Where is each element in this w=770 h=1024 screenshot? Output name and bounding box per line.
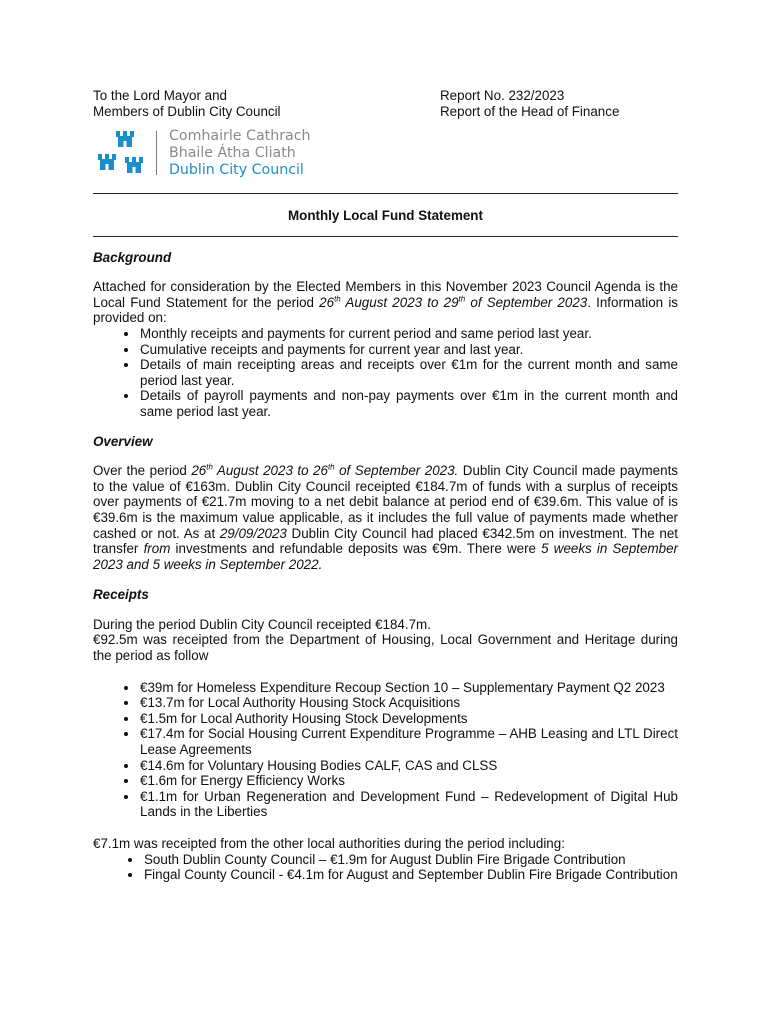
addressee-line-2: Members of Dublin City Council xyxy=(93,103,281,119)
overview-date2-suffix: th xyxy=(327,462,335,472)
local-authorities-intro: €7.1m was receipted from the other local authorities during the period including: xyxy=(93,836,565,851)
date-from-rest: August 2023 to 29 xyxy=(340,294,459,310)
overview-heading: Overview xyxy=(93,433,153,449)
list-item: • Details of main receipting areas and receipts over €1m for the current month and same period last year. xyxy=(139,357,678,388)
top-rule xyxy=(93,193,678,194)
weeks-note: 5 weeks in September 2023 and 5 weeks in September 2022. xyxy=(93,541,678,572)
addressee-line-1: To the Lord Mayor and xyxy=(93,88,227,103)
receipts-heading: Receipts xyxy=(93,587,149,603)
document-title: Monthly Local Fund Statement xyxy=(288,208,483,223)
intro-text: Attached for consideration by the Elected Members in this November 2023 Council Agenda is the Local Fund Statement for the period xyxy=(93,279,678,310)
investment-date: 29/09/2023 xyxy=(219,525,287,541)
overview-text: Dublin City Council had placed €342.5m on investment. The net transfer xyxy=(93,525,679,557)
report-number: Report No. 232/2023 xyxy=(440,88,565,103)
date-from-suffix: th xyxy=(334,294,341,304)
report-info xyxy=(440,88,619,119)
report-author: Report of the Head of Finance xyxy=(440,103,620,119)
list-item: • Details of payroll payments and non-pay payments over €1m in the current month and same period last year. xyxy=(139,388,678,419)
background-intro xyxy=(93,279,678,326)
overview-text: Over the period xyxy=(93,463,192,479)
letter-header xyxy=(93,88,678,122)
list-item: • Cumulative receipts and payments for current year and last year. xyxy=(139,342,678,358)
council-name-irish-1: Comhairle Cathrach xyxy=(169,128,311,144)
list-item: • €13.7m for Local Authority Housing Stock Acquisitions xyxy=(139,695,678,711)
list-item: • €1.5m for Local Authority Housing Stock Developments xyxy=(139,711,678,727)
overview-date1-day: 26 xyxy=(191,463,207,479)
council-name-block xyxy=(169,128,311,179)
date-to-rest: of September 2023 xyxy=(465,294,588,310)
receipts-department-intro: €92.5m was receipted from the Department of Housing, Local Government and Heritage during the period as follow xyxy=(93,632,678,664)
list-item: • €14.6m for Voluntary Housing Bodies CALF, CAS and CLSS xyxy=(139,758,678,774)
background-list xyxy=(93,326,678,420)
council-name-english: Dublin City Council xyxy=(169,162,304,178)
list-item: • €1.6m for Energy Efficiency Works xyxy=(139,773,678,789)
date-from-day: 26 xyxy=(319,294,335,310)
overview-date1-suffix: th xyxy=(206,462,213,472)
document-page xyxy=(93,88,678,883)
list-item: • South Dublin County Council – €1.9m for August Dublin Fire Brigade Contribution xyxy=(143,852,678,868)
list-item: • €39m for Homeless Expenditure Recoup Section 10 – Supplementary Payment Q2 2023 xyxy=(139,680,678,696)
emphasis-from: from xyxy=(143,541,171,557)
list-item: • €17.4m for Social Housing Current Expenditure Programme – AHB Leasing and LTL Direct Lease Agreements xyxy=(139,726,678,757)
list-item: • Fingal County Council - €4.1m for August and September Dublin Fire Brigade Contribution xyxy=(143,867,678,883)
overview-paragraph xyxy=(93,463,678,572)
period-dates xyxy=(319,295,587,310)
castles-crest-icon xyxy=(98,129,150,181)
intro-text-end: . Information is provided on: xyxy=(93,294,678,326)
list-item: • Monthly receipts and payments for current period and same period last year. xyxy=(139,326,678,342)
addressee xyxy=(93,88,281,119)
overview-text: investments and refundable deposits was €9m. There were xyxy=(170,541,542,557)
logo-divider xyxy=(156,131,157,175)
date-to-suffix: th xyxy=(458,294,466,304)
overview-date2-rest: of September 2023. xyxy=(334,463,459,479)
title-rule xyxy=(93,236,678,237)
department-receipts-list xyxy=(93,680,678,820)
background-heading: Background xyxy=(93,249,172,265)
overview-date1-rest: August 2023 to 26 xyxy=(212,463,328,479)
local-authorities-list xyxy=(93,852,678,883)
list-item: • €1.1m for Urban Regeneration and Development Fund – Redevelopment of Digital Hub Lands in the Liberties xyxy=(139,789,678,820)
receipts-total: During the period Dublin City Council receipted €184.7m. xyxy=(93,616,431,632)
overview-dates xyxy=(191,463,458,478)
council-logo xyxy=(93,125,678,185)
overview-text: Dublin City Council made payments to the value of €163m. Dublin City Council receipted €184.7m of funds with a surplus of receipts over payments of €21.7m moving to a net debit balance at period end of €39.6m. This value of is €39.6m is the maximum value applicable, as it includes the full value of payments made whether cashed or not. As at xyxy=(93,463,678,541)
council-name-irish-2: Bhaile Átha Cliath xyxy=(169,145,296,161)
